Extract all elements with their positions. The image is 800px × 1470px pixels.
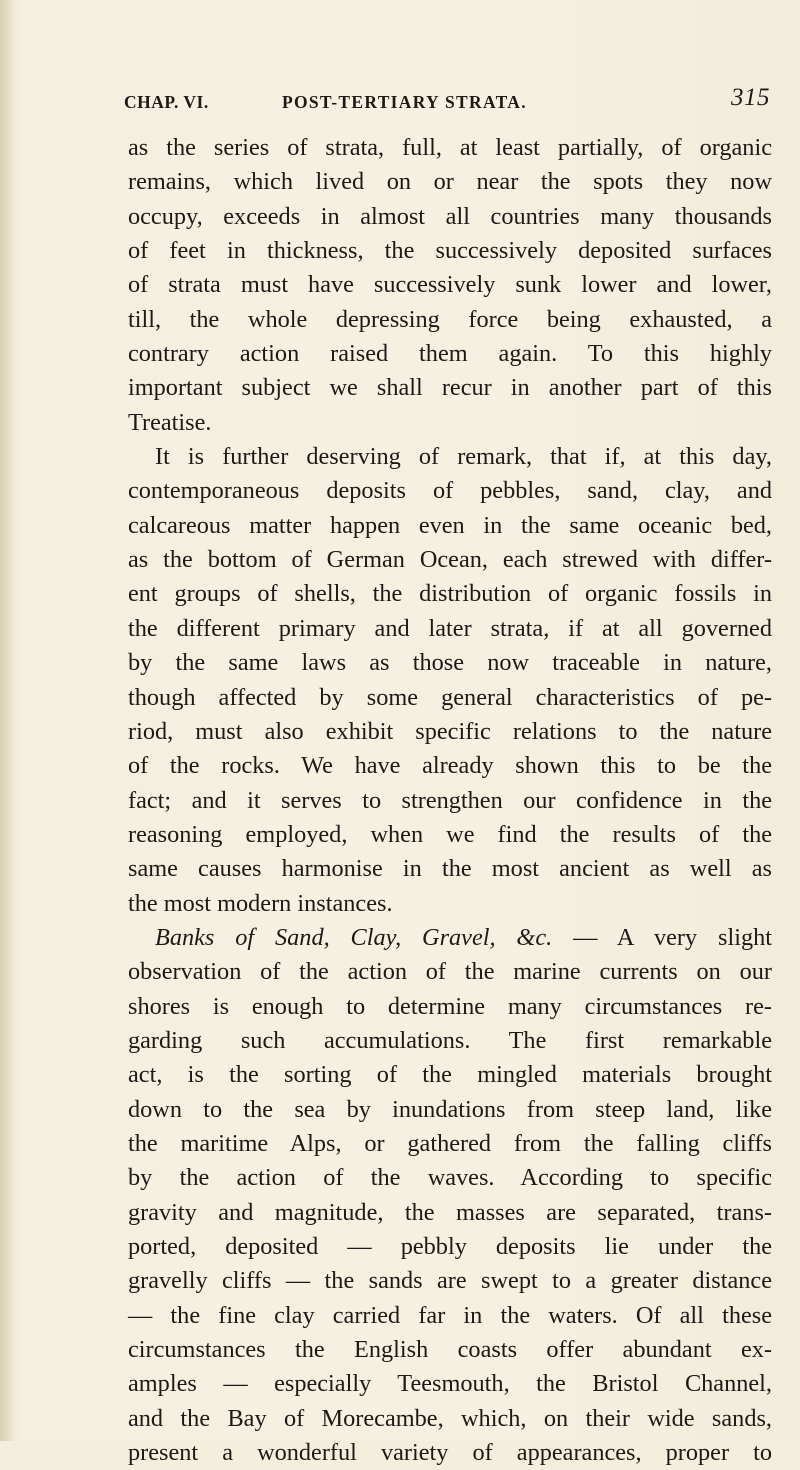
text-line: act, is the sorting of the mingled materials brought <box>128 1061 772 1089</box>
text-line: contemporaneous deposits of pebbles, sand, clay, and <box>128 477 772 505</box>
text-line: by the same laws as those now traceable in nature, <box>128 649 772 677</box>
text-line: gravelly cliffs — the sands are swept to a greater distance <box>128 1267 772 1295</box>
text-line: observation of the action of the marine currents on our <box>128 958 772 986</box>
text-line: circumstances the English coasts offer abundant ex- <box>128 1336 772 1364</box>
text-line: ported, deposited — pebbly deposits lie under the <box>128 1233 772 1260</box>
text-line: present a wonderful variety of appearances, proper to <box>128 1439 772 1467</box>
text-line: — the fine clay carried far in the waters. Of all these <box>128 1301 772 1329</box>
running-title: POST-TERTIARY STRATA. <box>282 92 527 112</box>
text-line: though affected by some general characteristics of pe- <box>128 683 772 711</box>
text-line: remains, which lived on or near the spots they now <box>128 168 772 196</box>
text-line: as the bottom of German Ocean, each strewed with differ- <box>128 546 772 574</box>
chapter-label: CHAP. VI. <box>124 92 209 112</box>
text-line: contrary action raised them again. To this highly <box>128 340 772 368</box>
text-line: down to the sea by inundations from steep land, like <box>128 1095 772 1123</box>
text-line: by the action of the waves. According to specific <box>128 1164 772 1192</box>
text-line: important subject we shall recur in another part of this <box>128 374 772 402</box>
text-line: the most modern instances. <box>128 889 393 917</box>
text-line: reasoning employed, when we find the results of the <box>128 820 772 848</box>
text-line: of the rocks. We have already shown this to be the <box>128 752 772 780</box>
text-line: gravity and magnitude, the masses are separated, trans- <box>128 1198 772 1226</box>
section-heading-line <box>128 921 772 955</box>
body-text <box>128 131 772 1470</box>
text-line: calcareous matter happen even in the same oceanic bed, <box>128 511 772 539</box>
text-line: the maritime Alps, or gathered from the falling cliffs <box>128 1129 772 1157</box>
text-line: till, the whole depressing force being exhausted, a <box>128 305 772 333</box>
text-line: same causes harmonise in the most ancient as well as <box>128 855 772 883</box>
text-line: the different primary and later strata, if at all governed <box>128 614 772 642</box>
running-head <box>124 84 772 118</box>
text-line: Treatise. <box>128 408 212 436</box>
section-heading: Banks of Sand, Clay, Gravel, &c. <box>155 923 553 951</box>
text-line: as the series of strata, full, at least partially, of organic <box>128 134 772 161</box>
text-line: fact; and it serves to strengthen our confidence in the <box>128 786 772 814</box>
text-line: occupy, exceeds in almost all countries many thousands <box>128 202 772 230</box>
text-line-rest: — A very slight <box>573 923 773 951</box>
text-line: of strata must have successively sunk lower and lower, <box>128 271 772 299</box>
text-line: and the Bay of Morecambe, which, on their wide sands, <box>128 1404 772 1432</box>
text-line: garding such accumulations. The first remarkable <box>128 1026 772 1054</box>
text-line: shores is enough to determine many circumstances re- <box>128 992 772 1020</box>
text-line: riod, must also exhibit specific relations to the nature <box>128 717 772 745</box>
text-line: It is further deserving of remark, that if, at this day, <box>155 443 772 471</box>
text-line: of feet in thickness, the successively deposited surfaces <box>128 237 772 265</box>
text-line: amples — especially Teesmouth, the Bristol Channel, <box>128 1370 772 1398</box>
page-number: 315 <box>731 84 770 111</box>
spine-shadow <box>0 0 14 1441</box>
text-line: ent groups of shells, the distribution of organic fossils in <box>128 580 772 608</box>
